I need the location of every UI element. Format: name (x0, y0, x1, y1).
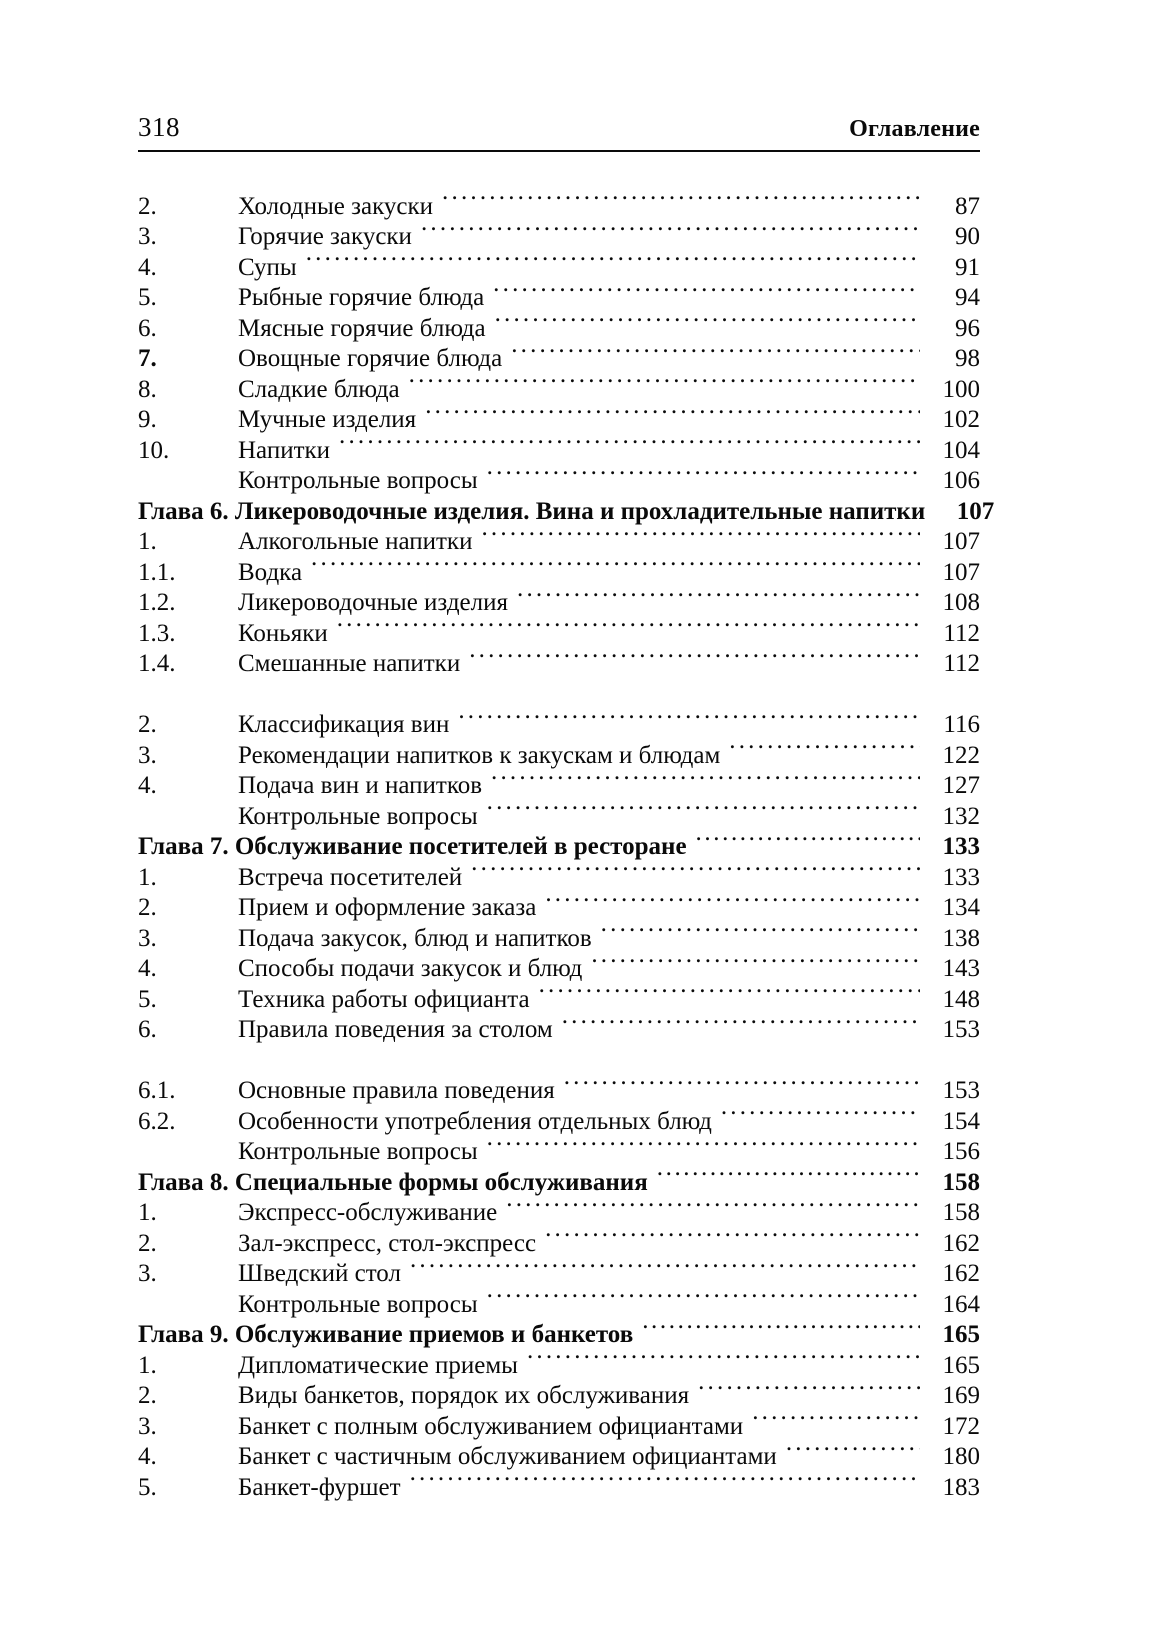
toc-entry-label[interactable]: Классификация вин (238, 711, 450, 738)
toc-entry-label[interactable]: Правила поведения за столом (238, 1016, 553, 1043)
toc-entry-label[interactable]: Банкет с полным обслуживанием официантами (238, 1412, 744, 1440)
toc-entry-page-number[interactable]: 116 (943, 711, 980, 738)
toc-entry-label[interactable]: Мучные изделия (238, 406, 417, 433)
toc-leader-dots (425, 397, 920, 428)
toc-entry-number: 6.2. (138, 1107, 176, 1135)
toc-entry-page-number[interactable]: 96 (955, 314, 980, 342)
toc-entry-label[interactable]: Смешанные напитки (238, 650, 461, 677)
toc-entry-page-number[interactable]: 153 (942, 1016, 980, 1043)
toc-entry-label[interactable]: Основные правила поведения (238, 1077, 555, 1104)
toc-leader-dots (421, 214, 920, 245)
toc-leader-dots (458, 702, 920, 733)
toc-entry-number: 1.4. (138, 650, 176, 677)
toc-entry-label[interactable]: Дипломатические приемы (238, 1351, 518, 1379)
toc-entry-number: 1. (138, 1351, 157, 1379)
toc-entry-label[interactable]: Напитки (238, 436, 331, 464)
toc-entry-label[interactable]: Глава 8. Специальные формы обслуживания (138, 1168, 648, 1196)
toc-entry-label[interactable]: Супы (238, 253, 297, 281)
toc-entry-number: 3. (138, 924, 157, 952)
toc-entry-number: 5. (138, 985, 157, 1013)
toc-leader-dots (601, 915, 920, 946)
toc-entry-page-number[interactable]: 165 (942, 1351, 980, 1379)
toc-leader-dots (562, 1007, 920, 1038)
toc-entry-label[interactable]: Глава 6. Ликероводочные изделия. Вина и прохладительные напитки (138, 497, 926, 525)
toc-leader-dots (642, 1312, 920, 1343)
toc-entry-page-number[interactable]: 158 (942, 1199, 980, 1226)
toc-entry-page-number[interactable]: 112 (943, 650, 980, 677)
page-title: Оглавление (849, 116, 980, 142)
toc-entry-label[interactable]: Банкет-фуршет (238, 1473, 401, 1501)
toc-entry-row (138, 183, 980, 220)
toc-entry-page-number[interactable]: 183 (942, 1473, 980, 1501)
toc-entry-label[interactable]: Алкогольные напитки (238, 528, 473, 555)
toc-entry-number: 6. (138, 314, 157, 342)
toc-leader-dots (481, 519, 920, 550)
toc-entry-label[interactable]: Водка (238, 558, 303, 586)
toc-leader-dots (311, 549, 920, 580)
toc-list (138, 183, 995, 1501)
toc-leader-dots (539, 976, 920, 1007)
toc-leader-dots (545, 1220, 920, 1251)
toc-entry-page-number[interactable]: 100 (942, 375, 980, 403)
toc-entry-number: 8. (138, 375, 157, 403)
toc-leader-dots (487, 793, 920, 824)
toc-entry-page-number[interactable]: 133 (942, 833, 980, 860)
toc-entry-label[interactable]: Сладкие блюда (238, 375, 400, 403)
toc-entry-page-number[interactable]: 102 (942, 406, 980, 433)
toc-entry-number: 4. (138, 772, 157, 799)
toc-entry-number: 1. (138, 863, 157, 891)
toc-entry-label[interactable]: Коньяки (238, 619, 328, 647)
toc-entry-label[interactable]: Контрольные вопросы (238, 1138, 478, 1165)
toc-entry-page-number[interactable]: 91 (955, 253, 980, 281)
toc-entry-label[interactable]: Прием и оформление заказа (238, 894, 537, 921)
toc-leader-dots (545, 885, 920, 916)
toc-entry-label[interactable]: Контрольные вопросы (238, 1290, 478, 1318)
toc-entry-page-number[interactable]: 169 (942, 1382, 980, 1409)
toc-entry-page-number[interactable]: 148 (942, 985, 980, 1013)
toc-entry-page-number[interactable]: 154 (942, 1107, 980, 1135)
toc-entry-label[interactable]: Рыбные горячие блюда (238, 284, 485, 311)
toc-entry-label[interactable]: Глава 7. Обслуживание посетителей в ресторане (138, 833, 687, 860)
toc-entry-page-number[interactable]: 162 (942, 1229, 980, 1257)
toc-leader-dots (657, 1159, 920, 1190)
toc-entry-label[interactable]: Банкет с частичным обслуживанием официантами (238, 1443, 777, 1470)
toc-entry-row (138, 702, 980, 738)
toc-entry-number: 1.3. (138, 619, 176, 647)
running-head (138, 112, 980, 146)
toc-entry-label[interactable]: Горячие закуски (238, 223, 412, 250)
toc-leader-dots (409, 366, 920, 397)
toc-leader-dots (487, 1129, 920, 1160)
toc-entry-label[interactable]: Контрольные вопросы (238, 467, 478, 494)
toc-leader-dots (471, 854, 920, 885)
toc-leader-dots (591, 946, 920, 977)
toc-leader-dots (410, 1251, 920, 1282)
toc-entry-page-number[interactable]: 138 (942, 924, 980, 952)
toc-leader-dots (495, 305, 920, 336)
toc-entry-number: 4. (138, 1443, 157, 1470)
toc-entry-number: 3. (138, 1412, 157, 1440)
toc-leader-dots (752, 1403, 920, 1434)
toc-entry-page-number[interactable]: 164 (942, 1290, 980, 1318)
toc-entry-label[interactable]: Рекомендации напитков к закускам и блюдам (238, 741, 721, 769)
toc-entry-page-number[interactable]: 133 (942, 863, 980, 891)
toc-entry-number: 4. (138, 955, 157, 982)
toc-entry-page-number[interactable]: 122 (942, 741, 980, 769)
toc-entry-label[interactable]: Овощные горячие блюда (238, 345, 503, 372)
toc-entry-label[interactable]: Мясные горячие блюда (238, 314, 486, 342)
toc-leader-dots (729, 732, 920, 763)
toc-leader-dots (493, 275, 920, 306)
toc-entry-number: 3. (138, 1260, 157, 1287)
toc-entry-page-number[interactable]: 172 (942, 1412, 980, 1440)
toc-entry-number: 1.2. (138, 589, 176, 616)
toc-entry-label[interactable]: Зал-экспресс, стол-экспресс (238, 1229, 537, 1257)
toc-leader-dots (337, 610, 920, 641)
toc-leader-dots (506, 1190, 920, 1221)
toc-leader-dots (491, 763, 920, 794)
toc-leader-dots (721, 1098, 920, 1129)
toc-entry-page-number[interactable]: 156 (942, 1138, 980, 1165)
toc-leader-dots (487, 458, 920, 489)
toc-leader-dots (786, 1434, 920, 1465)
toc-entry-label[interactable]: Встреча посетителей (238, 863, 463, 891)
toc-entry-page-number[interactable]: 108 (942, 589, 980, 616)
toc-entry-page-number[interactable]: 158 (942, 1168, 980, 1196)
toc-entry-number: 3. (138, 741, 157, 769)
toc-entry-page-number[interactable]: 104 (942, 436, 980, 464)
toc-entry-page-number[interactable]: 162 (942, 1260, 980, 1287)
toc-entry-number: 1. (138, 528, 157, 555)
toc-entry-label[interactable]: Подача закусок, блюд и напитков (238, 924, 592, 952)
toc-entry-page-number[interactable]: 134 (942, 894, 980, 921)
toc-entry-number: 2. (138, 1382, 157, 1409)
toc-leader-dots (410, 1464, 920, 1495)
toc-entry-label[interactable]: Техника работы официанта (238, 985, 530, 1013)
toc-entry-label[interactable]: Ликероводочные изделия (238, 589, 509, 616)
toc-entry-row (138, 1068, 980, 1104)
toc-entry-page-number[interactable]: 98 (955, 345, 980, 372)
toc-entry-label[interactable]: Контрольные вопросы (238, 802, 478, 830)
toc-entry-page-number[interactable]: 127 (942, 772, 980, 799)
toc-entry-label[interactable]: Глава 9. Обслуживание приемов и банкетов (138, 1321, 634, 1348)
toc-entry-page-number[interactable]: 180 (942, 1443, 980, 1470)
toc-entry-number: 6. (138, 1016, 157, 1043)
toc-leader-dots (442, 183, 920, 214)
toc-entry-page-number[interactable]: 107 (956, 497, 995, 525)
toc-leader-dots (306, 244, 920, 275)
toc-entry-label[interactable]: Способы подачи закусок и блюд (238, 955, 583, 982)
toc-leader-dots (511, 336, 920, 367)
toc-entry-page-number[interactable]: 132 (942, 802, 980, 830)
toc-leader-dots (696, 824, 920, 855)
toc-leader-dots (487, 1281, 920, 1312)
toc-entry-number: 4. (138, 253, 157, 281)
toc-leader-dots (517, 580, 920, 611)
toc-entry-number: 5. (138, 1473, 157, 1501)
toc-entry-page-number[interactable]: 90 (955, 223, 980, 250)
toc-entry-label[interactable]: Шведский стол (238, 1260, 401, 1287)
toc-entry-page-number[interactable]: 107 (942, 528, 980, 555)
toc-entry-page-number[interactable]: 107 (942, 558, 980, 586)
toc-entry-label[interactable]: Экспресс-обслуживание (238, 1199, 498, 1226)
toc-entry-page-number[interactable]: 143 (942, 955, 980, 982)
toc-entry-page-number[interactable]: 87 (955, 192, 980, 220)
toc-entry-page-number[interactable]: 165 (942, 1321, 980, 1348)
toc-entry-number: 9. (138, 406, 157, 433)
toc-entry-number: 1.1. (138, 558, 176, 586)
toc-entry-label[interactable]: Подача вин и напитков (238, 772, 483, 799)
toc-leader-dots (698, 1373, 920, 1404)
toc-entry-label[interactable]: Особенности употребления отдельных блюд (238, 1107, 712, 1135)
toc-entry-page-number[interactable]: 106 (942, 467, 980, 494)
toc-entry-number: 6.1. (138, 1077, 176, 1104)
toc-entry-number: 2. (138, 192, 157, 220)
header-divider (138, 150, 980, 152)
toc-entry-page-number[interactable]: 94 (955, 284, 980, 311)
toc-entry-number: 2. (138, 1229, 157, 1257)
toc-entry-number: 5. (138, 284, 157, 311)
toc-leader-dots (469, 641, 920, 672)
toc-entry-number: 2. (138, 711, 157, 738)
toc-entry-label[interactable]: Холодные закуски (238, 192, 434, 220)
toc-leader-dots (339, 427, 920, 458)
toc-entry-number: 2. (138, 894, 157, 921)
toc-entry-number: 7. (138, 345, 157, 372)
toc-entry-page-number[interactable]: 112 (943, 619, 980, 647)
toc-entry-label[interactable]: Виды банкетов, порядок их обслуживания (238, 1382, 690, 1409)
toc-leader-dots (564, 1068, 920, 1099)
toc-entry-page-number[interactable]: 153 (942, 1077, 980, 1104)
toc-entry-number: 1. (138, 1199, 157, 1226)
toc-leader-dots (527, 1342, 920, 1373)
toc-entry-number: 3. (138, 223, 157, 250)
page-folio: 318 (138, 112, 180, 142)
toc-entry-number: 10. (138, 436, 170, 464)
